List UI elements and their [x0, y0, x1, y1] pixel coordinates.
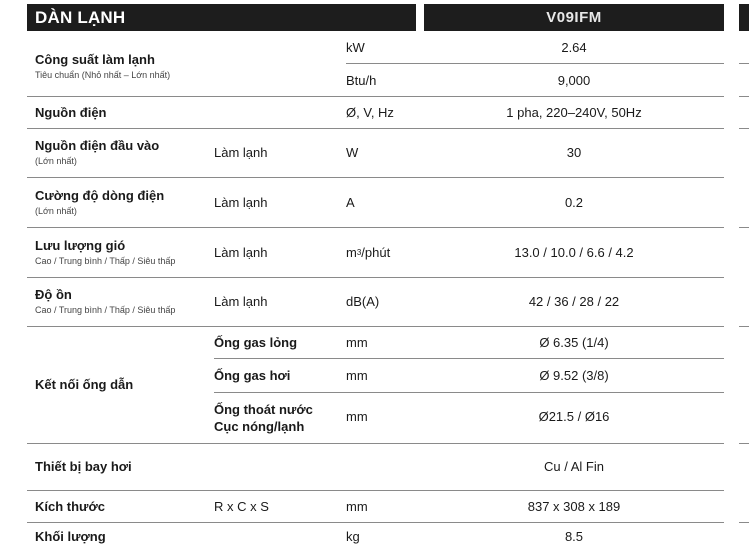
power-source-label: Nguồn điện [35, 104, 107, 120]
airflow-label-cell [35, 227, 215, 277]
current-unit: A [346, 194, 355, 210]
drain-pipe-value: Ø21.5 / Ø16 [538, 408, 610, 424]
power-input-value: 30 [566, 145, 582, 160]
noise-unit: dB(A) [346, 294, 380, 309]
power-input-condition: Làm lạnh [214, 145, 268, 160]
dimensions-label: Kích thước [35, 498, 105, 514]
next-column-divider [739, 128, 749, 129]
gas-pipe-unit: mm [346, 368, 368, 383]
next-column-divider [739, 63, 749, 64]
drain-pipe-unit: mm [346, 408, 368, 424]
airflow-unit-base: m [346, 244, 357, 260]
next-column-header [739, 4, 749, 31]
capacity-value-btu: 9,000 [557, 72, 591, 88]
drain-pipe-name-line1: Ống thoát nước [214, 402, 313, 417]
capacity-label: Công suất làm lạnh [35, 51, 155, 67]
power-input-label-cell [35, 128, 215, 177]
evaporator-value: Cu / Al Fin [544, 459, 604, 474]
capacity-unit-btu: Btu/h [346, 72, 377, 88]
gas-pipe-value: Ø 9.52 (3/8) [539, 368, 609, 383]
weight-label-cell [35, 523, 215, 550]
noise-value: 42 / 36 / 28 / 22 [528, 294, 620, 309]
current-sub: (Lớn nhất) [35, 205, 77, 216]
current-label: Cường độ dòng điện [35, 187, 165, 203]
model-header: V09IFM [424, 4, 724, 31]
power-source-label-cell [35, 96, 215, 128]
weight-unit: kg [346, 529, 360, 544]
section-title: DÀN LẠNH [27, 4, 416, 31]
evaporator-label: Thiết bị bay hơi [35, 459, 132, 474]
liquid-pipe-name: Ống gas lỏng [214, 334, 298, 350]
dimensions-value: 837 x 308 x 189 [527, 498, 621, 514]
piping-label: Kết nối ống dẫn [35, 377, 134, 392]
noise-sub: Cao / Trung bình / Thấp / Siêu thấp [35, 305, 176, 315]
noise-label-cell [35, 277, 215, 326]
liquid-pipe-value: Ø 6.35 (1/4) [539, 334, 609, 350]
airflow-unit [346, 227, 424, 277]
power-source-value: 1 pha, 220–240V, 50Hz [506, 104, 642, 120]
airflow-value: 13.0 / 10.0 / 6.6 / 4.2 [514, 244, 634, 260]
current-condition: Làm lạnh [214, 194, 268, 210]
current-value: 0.2 [564, 194, 584, 210]
next-column-divider [739, 522, 749, 523]
airflow-label: Lưu lượng gió [35, 237, 126, 253]
capacity-value-kw: 2.64 [561, 40, 587, 55]
dimensions-condition: R x C x S [214, 498, 269, 514]
next-column-divider [739, 96, 749, 97]
weight-value: 8.5 [564, 529, 584, 544]
airflow-sub: Cao / Trung bình / Thấp / Siêu thấp [35, 255, 176, 266]
piping-label-cell [35, 326, 215, 443]
gas-pipe-name: Ống gas hơi [214, 368, 291, 383]
airflow-unit-rest: /phút [361, 244, 391, 260]
dimensions-unit: mm [346, 498, 368, 514]
capacity-unit-kw: kW [346, 40, 365, 55]
power-input-label: Nguồn điện đầu vào [35, 138, 160, 153]
dimensions-label-cell [35, 490, 215, 522]
power-input-unit: W [346, 145, 359, 160]
drain-pipe-name-line2: Cục nóng/lạnh [214, 419, 305, 434]
next-column-divider [739, 326, 749, 327]
evaporator-label-cell [35, 443, 215, 490]
next-column-divider [739, 443, 749, 444]
current-label-cell [35, 177, 215, 227]
power-source-unit: Ø, V, Hz [346, 104, 394, 120]
power-input-sub: (Lớn nhất) [35, 156, 77, 166]
noise-label: Độ ồn [35, 287, 72, 302]
next-column-divider [739, 227, 749, 228]
weight-label: Khối lượng [35, 529, 106, 544]
noise-condition: Làm lạnh [214, 294, 268, 309]
capacity-sub: Tiêu chuẩn (Nhỏ nhất – Lớn nhất) [35, 69, 171, 80]
airflow-condition: Làm lạnh [214, 244, 268, 260]
liquid-pipe-unit: mm [346, 334, 368, 350]
drain-pipe-name [214, 393, 344, 443]
capacity-label-cell [35, 38, 215, 94]
airflow-unit-sup: 3 [356, 247, 362, 257]
